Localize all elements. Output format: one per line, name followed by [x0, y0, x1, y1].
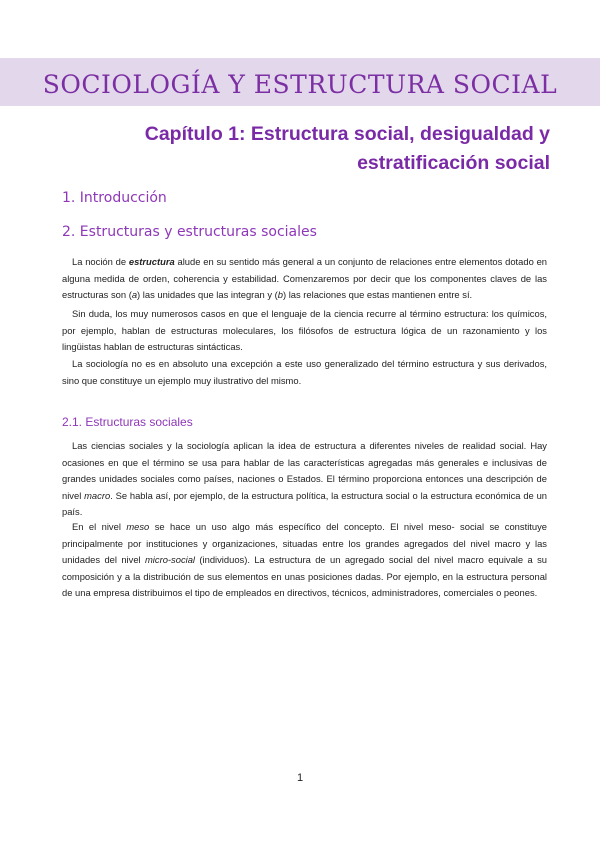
paragraph-sociologia-excepcion: La sociología no es en absoluto una excepción a este uso generalizado del término estructura y sus derivados, sino que constituye un ejemplo muy ilustrativo del mismo.: [62, 358, 547, 386]
document-header-title: SOCIOLOGÍA Y ESTRUCTURA SOCIAL: [42, 69, 558, 99]
paragraph-nivel-macro: Las ciencias sociales y la sociología aplican la idea de estructura a diferentes niveles de realidad social. Hay ocasiones en que el término se usa para hablar de las características agregadas más generales e inclusivas de grandes unidades sociales como países, naciones o Estados. El término proporciona entonces una descripción de nivel macro. Se habla así, por ejemplo, de la estructura política, la estructura social o la estructura económica de un país.: [62, 440, 548, 517]
chapter-title: Capítulo 1: Estructura social, desigualdad y estratificación social: [144, 123, 550, 174]
subsection-heading-estructuras-sociales: 2.1. Estructuras sociales: [62, 415, 193, 429]
section-heading-introduccion: 1. Introducción: [62, 190, 167, 206]
section-heading-estructuras: 2. Estructuras y estructuras sociales: [62, 224, 317, 240]
paragraph-nivel-meso: En el nivel meso se hace un uso algo más específico del concepto. El nivel meso- social se constituye principalmente por instituciones y organizaciones, situadas entre los grandes agregados del nivel macro y las unidades del nivel micro-social (individuos). La estructura de un agregado social del nivel macro equivale a su composición y a la distribución de sus elementos en unas posiciones dadas. Por ejemplo, en la estructura personal de una empresa distribuimos el tipo de empleados en directivos, técnicos, administradores, comerciales o peones.: [62, 521, 547, 598]
paragraph-estructura-definicion: La noción de estructura alude en su sentido más general a un conjunto de relaciones entre elementos dotado en alguna medida de orden, coherencia y estabilidad. Comenzaremos por decir que los componentes claves de las estructuras son (a) las unidades que las integran y (b) las relaciones que estas mantienen entre sí.: [62, 256, 548, 300]
page-number: 1: [296, 772, 304, 784]
paragraph-lenguaje-ciencia: Sin duda, los muy numerosos casos en que el lenguaje de la ciencia recurre al término estructura: los químicos, por ejemplo, hablan de estructuras moleculares, los filósofos de estructura lógica de un razonamiento y los lingüistas hablan de estructuras sintácticas.: [62, 308, 547, 352]
header-banner: [0, 58, 600, 106]
